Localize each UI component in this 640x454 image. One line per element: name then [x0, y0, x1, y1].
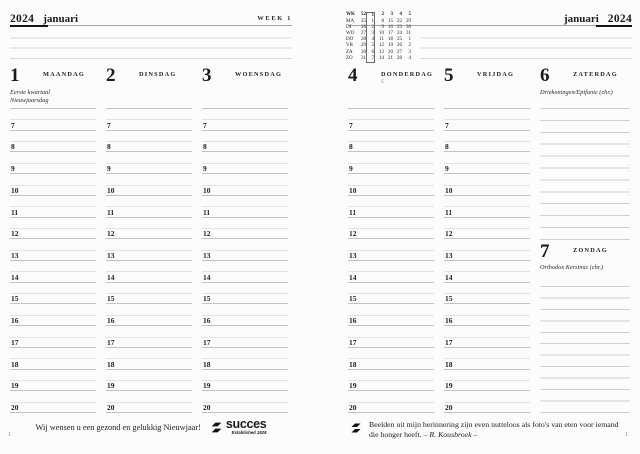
mini-calendar-header-cell: 3 — [390, 12, 393, 17]
hour-label: 19 — [349, 381, 357, 391]
last-quarter-moon-icon: ☾ — [381, 79, 386, 85]
hour-label: 14 — [11, 272, 19, 282]
hour-label: 11 — [11, 207, 19, 217]
hour-cell — [348, 239, 434, 261]
succes-s-icon — [350, 422, 362, 434]
hour-label: 16 — [203, 316, 211, 326]
mini-calendar-cell: 29 — [406, 19, 411, 25]
mini-calendar-cell: 26 — [397, 43, 402, 49]
mini-calendar-cell: 10 — [379, 31, 384, 37]
mini-calendar-cell: DO — [346, 37, 354, 43]
holiday-note — [540, 264, 630, 280]
hour-label: 18 — [445, 359, 453, 369]
mini-calendar-cell: 25 — [397, 37, 402, 43]
hour-cell — [10, 370, 96, 392]
mini-calendar-cell: 30 — [361, 49, 366, 55]
hour-label: 16 — [445, 316, 453, 326]
quote-attribution: – R. Kousbroek – — [423, 429, 478, 439]
hour-cell — [348, 261, 434, 283]
day-number: 3 — [202, 65, 212, 86]
left-page-header — [10, 9, 292, 26]
day-header — [202, 66, 288, 88]
hour-cell — [202, 283, 288, 305]
day-name: VRIJDAG — [477, 71, 515, 78]
mini-calendar-cell: 11 — [379, 37, 384, 43]
hour-cell — [106, 239, 192, 261]
holiday-note — [540, 88, 630, 108]
hour-cell — [444, 196, 530, 218]
hour-label: 9 — [349, 164, 353, 174]
day-header — [540, 242, 630, 264]
hour-label: 16 — [107, 316, 115, 326]
hour-label: 16 — [11, 316, 19, 326]
hour-cell — [348, 174, 434, 196]
mini-calendar — [346, 12, 411, 63]
new-year-greeting: Wij wensen u een gezond en gelukkig Nieuwjaar! — [35, 422, 201, 432]
holiday-note — [348, 88, 434, 108]
day-header — [348, 66, 434, 88]
hour-label: 7 — [203, 120, 207, 130]
hour-label: 20 — [349, 403, 357, 413]
day-number: 4 — [348, 65, 358, 86]
succes-wordmark: succes — [225, 417, 267, 431]
hour-label: 7 — [107, 120, 111, 130]
mini-calendar-header-cell: WK — [346, 12, 355, 17]
mini-calendar-cell: 18 — [388, 37, 393, 43]
hour-cell — [348, 391, 434, 413]
hour-cell — [106, 174, 192, 196]
hour-cell — [348, 326, 434, 348]
day-header — [444, 66, 530, 88]
hour-cell — [106, 218, 192, 240]
mini-calendar-cell: 9 — [381, 25, 384, 31]
hour-cell — [106, 131, 192, 153]
mini-calendar-cell: 7 — [366, 56, 375, 63]
saturday-ruled-area — [540, 108, 630, 240]
hour-cell — [10, 391, 96, 413]
hour-label: 13 — [445, 251, 453, 261]
hour-cell — [106, 391, 192, 413]
hour-label: 11 — [203, 207, 211, 217]
hour-label: 12 — [349, 229, 357, 239]
day-number: 2 — [106, 65, 116, 86]
hour-cell — [444, 370, 530, 392]
hour-cell — [10, 131, 96, 153]
day-number: 5 — [444, 65, 454, 86]
holiday-note-line: Nieuwjaarsdag — [10, 96, 49, 104]
hour-cell — [202, 261, 288, 283]
mini-calendar-cell: 12 — [379, 43, 384, 49]
hour-label: 8 — [203, 142, 207, 152]
page-number: 1 — [625, 431, 629, 438]
hour-cell — [348, 218, 434, 240]
hour-cell — [202, 326, 288, 348]
holiday-note-line: Orthodox Kerstmis (chr.) — [540, 264, 604, 271]
mini-calendar-cell: VR — [346, 43, 353, 49]
mini-calendar-cell: 13 — [379, 49, 384, 55]
hour-grid — [10, 108, 96, 413]
succes-s-icon — [210, 421, 223, 434]
sunday-ruled-area — [540, 286, 630, 413]
hour-label: 8 — [349, 142, 353, 152]
hour-grid — [348, 108, 434, 413]
mini-calendar-cell: ZA — [346, 49, 353, 55]
day-column-thursday — [348, 66, 434, 412]
hour-label: 13 — [11, 251, 19, 261]
mini-calendar-cell: 19 — [388, 43, 393, 49]
hour-label: 14 — [445, 272, 453, 282]
hour-label: 19 — [107, 381, 115, 391]
hour-label: 19 — [445, 381, 453, 391]
hour-label: 15 — [445, 294, 453, 304]
page-number: 1 — [8, 431, 12, 438]
mini-calendar-cell: 23 — [397, 25, 402, 31]
hour-label: 18 — [11, 359, 19, 369]
hour-cell — [10, 326, 96, 348]
hour-label: 10 — [107, 185, 115, 195]
hour-label: 12 — [107, 229, 115, 239]
quote-text — [369, 420, 629, 439]
mini-calendar-cell: 1 — [366, 19, 375, 25]
hour-cell — [10, 283, 96, 305]
day-column-tuesday — [106, 66, 192, 412]
hour-cell — [444, 348, 530, 370]
month-label: januari — [563, 13, 599, 25]
hour-cell — [348, 109, 434, 131]
hour-cell — [106, 348, 192, 370]
hour-cell — [202, 348, 288, 370]
mini-calendar-cell: DI — [346, 25, 352, 31]
succes-logo — [210, 419, 267, 435]
mini-calendar-cell: 3 — [408, 49, 411, 55]
hour-cell — [106, 304, 192, 326]
hour-label: 12 — [203, 229, 211, 239]
mini-calendar-header-cell: 1 — [366, 12, 375, 19]
mini-calendar-cell: 17 — [388, 31, 393, 37]
hour-label: 11 — [107, 207, 115, 217]
mini-calendar-cell: 24 — [397, 31, 402, 37]
holiday-note — [106, 88, 192, 108]
hour-cell — [10, 239, 96, 261]
hour-cell — [106, 196, 192, 218]
hour-cell — [348, 348, 434, 370]
hour-grid — [202, 108, 288, 413]
hour-cell — [10, 152, 96, 174]
hour-label: 14 — [349, 272, 357, 282]
hour-cell — [202, 196, 288, 218]
mini-calendar-cell: 2 — [366, 25, 375, 31]
day-name: ZATERDAG — [573, 71, 618, 78]
hour-cell — [444, 326, 530, 348]
mini-calendar-cell: 27 — [361, 31, 366, 37]
hour-cell — [106, 109, 192, 131]
hour-label: 8 — [445, 142, 449, 152]
holiday-note — [10, 88, 96, 108]
day-column-wednesday — [202, 66, 288, 412]
hour-label: 20 — [11, 403, 19, 413]
right-note-lines — [420, 28, 632, 59]
hour-label: 9 — [11, 164, 15, 174]
hour-cell — [10, 348, 96, 370]
day-column-saturday-sunday — [540, 66, 630, 412]
hour-label: 18 — [203, 359, 211, 369]
hour-cell — [348, 370, 434, 392]
day-number: 1 — [10, 65, 20, 86]
hour-label: 7 — [11, 120, 15, 130]
mini-calendar-cell: 4 — [408, 55, 411, 61]
left-footer — [10, 419, 292, 435]
hour-cell — [444, 261, 530, 283]
hour-label: 7 — [349, 120, 353, 130]
day-name: WOENSDAG — [235, 71, 283, 78]
hour-label: 9 — [107, 164, 111, 174]
mini-calendar-cell: WO — [346, 31, 355, 37]
hour-label: 18 — [349, 359, 357, 369]
holiday-note-line: Driekoningen/Epifanie (chr.) — [540, 89, 613, 96]
holiday-note — [444, 88, 530, 108]
hour-cell — [444, 131, 530, 153]
mini-calendar-cell: 5 — [366, 43, 375, 49]
hour-label: 12 — [11, 229, 19, 239]
mini-calendar-cell: 31 — [361, 55, 366, 61]
week-label: WEEK 1 — [257, 15, 292, 22]
hour-label: 11 — [349, 207, 357, 217]
quote-line: iemand die honger heeft. — [369, 420, 619, 439]
hour-cell — [202, 109, 288, 131]
hour-label: 8 — [107, 142, 111, 152]
hour-cell — [202, 391, 288, 413]
mini-calendar-cell: 15 — [388, 19, 393, 25]
hour-cell — [202, 152, 288, 174]
hour-cell — [10, 109, 96, 131]
hour-cell — [348, 304, 434, 326]
mini-calendar-cell: 26 — [361, 25, 366, 31]
mini-calendar-cell: 21 — [388, 55, 393, 61]
hour-label: 18 — [107, 359, 115, 369]
hour-cell — [202, 174, 288, 196]
day-column-friday — [444, 66, 530, 412]
mini-calendar-cell: 4 — [366, 37, 375, 43]
hour-cell — [106, 283, 192, 305]
hour-cell — [10, 218, 96, 240]
hour-label: 15 — [11, 294, 19, 304]
mini-calendar-cell: 20 — [388, 49, 393, 55]
mini-calendar-cell: 31 — [406, 31, 411, 37]
hour-cell — [348, 131, 434, 153]
hour-cell — [202, 304, 288, 326]
hour-label: 20 — [107, 403, 115, 413]
left-note-lines — [10, 28, 292, 59]
mini-calendar-cell: 14 — [379, 55, 384, 61]
hour-label: 16 — [349, 316, 357, 326]
hour-cell — [106, 152, 192, 174]
mini-calendar-cell: 16 — [388, 25, 393, 31]
hour-label: 7 — [445, 120, 449, 130]
mini-calendar-cell: ZO — [346, 55, 353, 61]
hour-label: 17 — [349, 337, 357, 347]
hour-label: 15 — [203, 294, 211, 304]
day-column-monday — [10, 66, 96, 412]
hour-grid — [106, 108, 192, 413]
hour-label: 10 — [349, 185, 357, 195]
hour-label: 15 — [349, 294, 357, 304]
hour-cell — [202, 370, 288, 392]
day-number: 6 — [540, 65, 550, 86]
hour-cell — [202, 131, 288, 153]
hour-cell — [10, 174, 96, 196]
succes-tagline: Established 1928 — [231, 430, 267, 435]
hour-cell — [10, 304, 96, 326]
hour-cell — [348, 152, 434, 174]
day-name: DONDERDAG — [381, 71, 434, 78]
holiday-note-line: Eerste kwartaal — [10, 89, 51, 96]
mini-calendar-cell: 25 — [361, 19, 366, 25]
mini-calendar-cell: 29 — [361, 43, 366, 49]
day-number: 7 — [540, 241, 550, 262]
hour-label: 19 — [11, 381, 19, 391]
hour-label: 10 — [203, 185, 211, 195]
hour-cell — [106, 370, 192, 392]
mini-calendar-header-cell: 4 — [399, 12, 402, 17]
mini-calendar-cell: 3 — [366, 31, 375, 37]
mini-calendar-header-cell: 2 — [381, 12, 384, 17]
day-name: ZONDAG — [573, 247, 608, 254]
hour-label: 17 — [203, 337, 211, 347]
year-label: 2024 — [607, 13, 632, 25]
mini-calendar-cell: 1 — [408, 37, 411, 43]
hour-label: 8 — [11, 142, 15, 152]
hour-label: 13 — [203, 251, 211, 261]
hour-cell — [106, 261, 192, 283]
hour-cell — [106, 326, 192, 348]
quote-line: Beelden uit mijn herinnering zijn even nutteloos als foto's van eten voor — [369, 420, 594, 429]
mini-calendar-cell: 2 — [408, 43, 411, 49]
hour-label: 17 — [107, 337, 115, 347]
day-name: MAANDAG — [43, 71, 85, 78]
hour-label: 11 — [445, 207, 453, 217]
hour-label: 17 — [445, 337, 453, 347]
year-label: 2024 — [10, 13, 35, 25]
hour-label: 9 — [445, 164, 449, 174]
mini-calendar-cell: 30 — [406, 25, 411, 31]
hour-label: 10 — [11, 185, 19, 195]
hour-label: 15 — [107, 294, 115, 304]
hour-cell — [348, 196, 434, 218]
right-footer — [350, 420, 629, 439]
hour-cell — [444, 391, 530, 413]
hour-cell — [202, 218, 288, 240]
day-header — [106, 66, 192, 88]
mini-calendar-header-cell: 5 — [408, 12, 411, 17]
day-header — [540, 66, 630, 88]
mini-calendar-cell: 28 — [361, 37, 366, 43]
hour-cell — [444, 304, 530, 326]
hour-cell — [444, 218, 530, 240]
hour-label: 13 — [107, 251, 115, 261]
hour-label: 13 — [349, 251, 357, 261]
hour-cell — [348, 283, 434, 305]
mini-calendar-cell: 6 — [366, 50, 375, 56]
hour-cell — [10, 196, 96, 218]
holiday-note — [202, 88, 288, 108]
hour-cell — [444, 109, 530, 131]
mini-calendar-cell: 8 — [381, 19, 384, 25]
hour-label: 10 — [445, 185, 453, 195]
hour-cell — [10, 261, 96, 283]
mini-calendar-cell: 22 — [397, 19, 402, 25]
hour-cell — [444, 152, 530, 174]
hour-label: 20 — [203, 403, 211, 413]
hour-cell — [202, 239, 288, 261]
hour-label: 14 — [107, 272, 115, 282]
hour-grid — [444, 108, 530, 413]
mini-calendar-cell: 27 — [397, 49, 402, 55]
hour-label: 20 — [445, 403, 453, 413]
mini-calendar-cell: MA — [346, 19, 355, 25]
mini-calendar-cell: 28 — [397, 55, 402, 61]
hour-label: 14 — [203, 272, 211, 282]
hour-label: 12 — [445, 229, 453, 239]
hour-label: 17 — [11, 337, 19, 347]
succes-wordmark-box — [226, 419, 267, 435]
mini-calendar-header-cell: 52 — [361, 12, 366, 17]
hour-label: 19 — [203, 381, 211, 391]
hour-cell — [444, 283, 530, 305]
day-name: DINSDAG — [139, 71, 177, 78]
hour-cell — [444, 174, 530, 196]
hour-cell — [444, 239, 530, 261]
day-header — [10, 66, 96, 88]
month-label: januari — [43, 13, 79, 25]
hour-label: 9 — [203, 164, 207, 174]
